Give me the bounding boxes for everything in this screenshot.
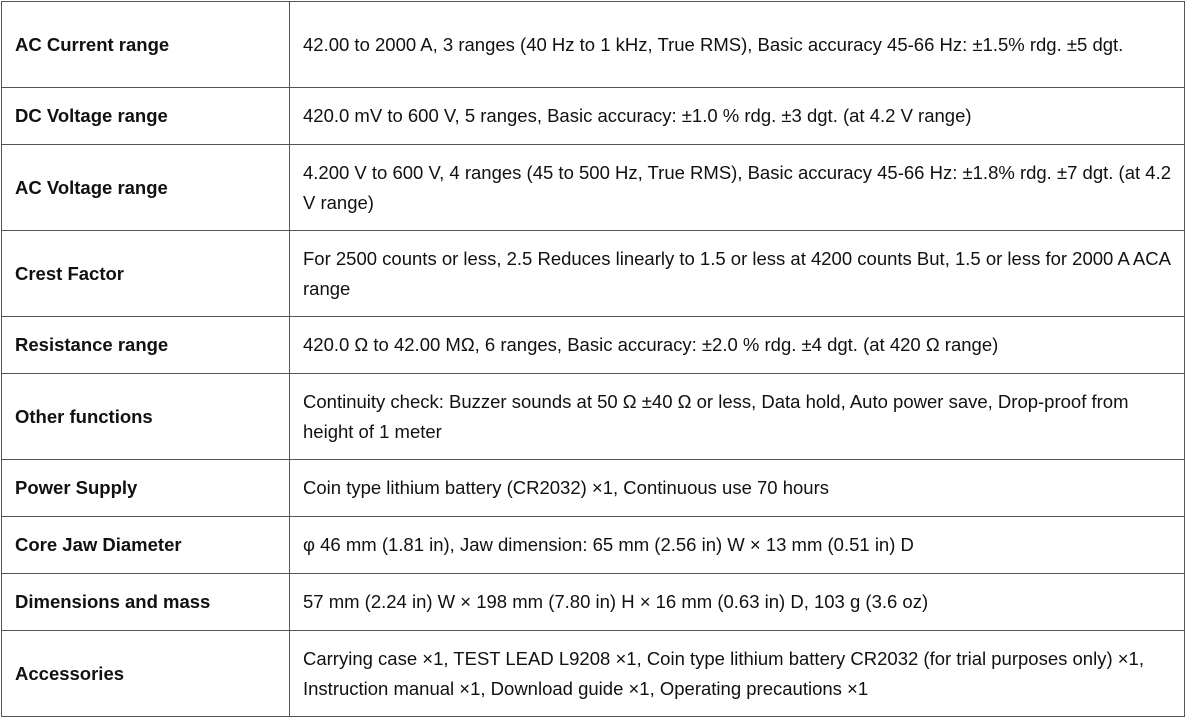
table-row — [2, 231, 1185, 317]
row-value: 420.0 mV to 600 V, 5 ranges, Basic accuracy: ±1.0 % rdg. ±3 dgt. (at 4.2 V range) — [290, 88, 1185, 145]
row-value: 42.00 to 2000 A, 3 ranges (40 Hz to 1 kHz, True RMS), Basic accuracy 45-66 Hz: ±1.5% rdg. ±5 dgt. — [290, 2, 1185, 88]
table-row — [2, 88, 1185, 145]
table-row — [2, 460, 1185, 517]
row-value: φ 46 mm (1.81 in), Jaw dimension: 65 mm (2.56 in) W × 13 mm (0.51 in) D — [290, 517, 1185, 574]
row-label: Core Jaw Diameter — [2, 517, 290, 574]
row-value: 420.0 Ω to 42.00 MΩ, 6 ranges, Basic accuracy: ±2.0 % rdg. ±4 dgt. (at 420 Ω range) — [290, 317, 1185, 374]
row-label: Accessories — [2, 631, 290, 717]
row-value: Coin type lithium battery (CR2032) ×1, Continuous use 70 hours — [290, 460, 1185, 517]
row-label: Crest Factor — [2, 231, 290, 317]
row-label: Dimensions and mass — [2, 574, 290, 631]
table-row — [2, 374, 1185, 460]
table-row — [2, 2, 1185, 88]
table-row — [2, 574, 1185, 631]
row-label: Other functions — [2, 374, 290, 460]
row-value: Carrying case ×1, TEST LEAD L9208 ×1, Coin type lithium battery CR2032 (for trial purposes only) ×1, Instruction manual ×1, Download guide ×1, Operating precautions ×1 — [290, 631, 1185, 717]
row-value: 4.200 V to 600 V, 4 ranges (45 to 500 Hz, True RMS), Basic accuracy 45-66 Hz: ±1.8% rdg. ±7 dgt. (at 4.2 V range) — [290, 145, 1185, 231]
row-value: For 2500 counts or less, 2.5 Reduces linearly to 1.5 or less at 4200 counts But, 1.5 or less for 2000 A ACA range — [290, 231, 1185, 317]
row-label: Power Supply — [2, 460, 290, 517]
row-value: 57 mm (2.24 in) W × 198 mm (7.80 in) H × 16 mm (0.63 in) D, 103 g (3.6 oz) — [290, 574, 1185, 631]
row-label: AC Voltage range — [2, 145, 290, 231]
table-row — [2, 631, 1185, 717]
spec-table — [1, 1, 1185, 717]
row-label: AC Current range — [2, 2, 290, 88]
table-row — [2, 145, 1185, 231]
row-label: DC Voltage range — [2, 88, 290, 145]
table-row — [2, 517, 1185, 574]
row-label: Resistance range — [2, 317, 290, 374]
row-value: Continuity check: Buzzer sounds at 50 Ω ±40 Ω or less, Data hold, Auto power save, Drop-proof from height of 1 meter — [290, 374, 1185, 460]
table-row — [2, 317, 1185, 374]
